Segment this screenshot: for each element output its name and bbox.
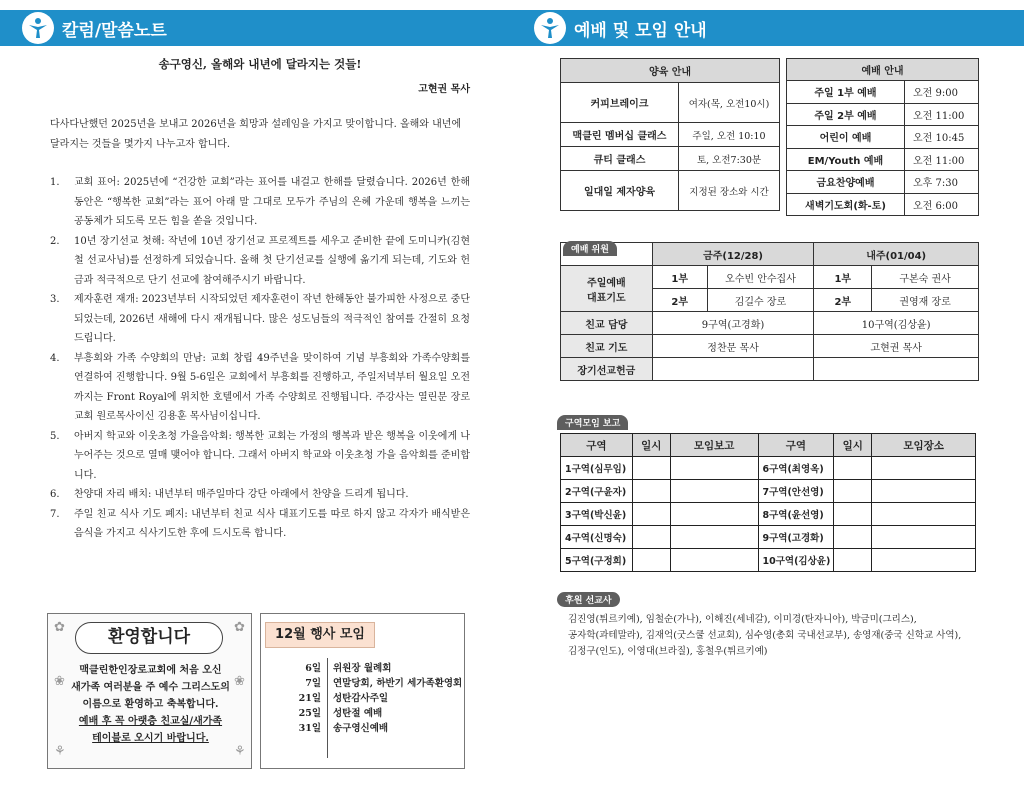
events-title: 12월 행사 모임 <box>265 622 375 648</box>
group-report-tag: 구역모임 보고 <box>557 415 628 430</box>
service-duty-table: 금주(12/28) 내주(01/04) 주일예배 대표기도 1부 오수빈 안수집사 1부 구본숙 권사 2부 김길수 장로 2부 권영재 장로 친교 담당 9구역(고경화) 10구역(김상윤) 친교 기도 정찬문 목사 고현권 목사 장기선교헌금 <box>560 242 979 381</box>
group-report-table: 구역 일시 모임보고 구역 일시 모임장소 1구역(심무임) 6구역(최영옥) 2구역(구윤자) 7구역(안선영) 3구역(박신윤) 8구역(윤선영) 4구역(신명숙) 9구역(고경화) 5구역(구정희) 10구역(김상윤) <box>560 433 976 572</box>
missionaries-list: 김진영(튀르키예), 임철순(가나), 이해진(세네갈), 이미경(탄자니아), 박금미(그리스), 공자학(과테말라), 김재억(굿스쿨 선교회), 심수영(총회 국내선교부), 송영재(중국 신학교 사역), 김정구(인도), 이영대(브라질), 홍철우(튀르키예) <box>568 614 962 657</box>
table-row: 4구역(신명숙) 9구역(고경화) <box>561 526 976 549</box>
left-header-bar <box>0 10 512 46</box>
flower-icon: ✿ <box>54 620 65 635</box>
table-header: 양육 안내 <box>561 59 780 83</box>
list-item: 4. 부흥회와 가족 수양회의 만남: 교회 창립 49주년을 맞이하여 기념 부흥회와 가족수양회를 연결하여 진행합니다. 9월 5-6일은 교회에서 부흥회를 진행하고, 주일저녁부터 월요일 오전까지는 Front Royal에 위치한 호텔에서 가족 수양회로 진행됩니다. 주강사는 열린문 장로교회 원로목사이신 김용훈 목사님이십니다. <box>50 352 471 422</box>
list-item: 2. 10년 장기선교 첫해: 작년에 10년 장기선교 프로젝트를 세우고 준비한 끝에 도미니카(김현철 선교사님)를 선정하게 되었습니다. 올해 첫 단기선교를 실행에 옮기게 되는데, 기도와 헌금과 적극적으로 단기 선교에 참여해주시기 바랍니다. <box>50 235 470 286</box>
december-events-box <box>260 613 465 769</box>
flower-icon: ✿ <box>234 620 245 635</box>
table-row: 1구역(심무임) 6구역(최영옥) <box>561 457 976 480</box>
article-title: 송구영신, 올해와 내년에 달라지는 것들! <box>158 57 362 71</box>
tulip-icon: ⚘ <box>54 744 66 759</box>
event-row: 25일 성탄절 예배 <box>298 708 383 719</box>
event-row: 6일 위원장 월례회 <box>305 663 392 674</box>
article-author: 고현권 목사 <box>418 84 470 95</box>
welcome-text: 맥클린한인장로교회에 처음 오신 새가족 여러분을 주 예수 그리스도의 이름으로 환영하고 축복합니다. 예배 후 꼭 아랫층 친교실/새가족 테이블로 오시기 바랍니다. <box>71 665 230 744</box>
church-logo-icon <box>534 12 566 44</box>
event-row: 31일 송구영신예배 <box>298 723 389 734</box>
flower-icon: ❀ <box>234 674 245 689</box>
table-row: 2구역(구윤자) 7구역(안선영) <box>561 480 976 503</box>
event-row: 7일 연말당회, 하반기 세가족환영회 <box>305 678 463 689</box>
list-item: 3. 제자훈련 재개: 2023년부터 시작되었던 제자훈련이 작년 한해동안 불가피한 사정으로 중단되었는데, 2026년 새해에 다시 재개됩니다. 많은 성도님들의 적극적인 참여를 간절히 요청드립니다. <box>50 294 470 344</box>
column-article <box>50 50 470 544</box>
list-item: 1. 교회 표어: 2025년에 “건강한 교회”라는 표어를 내걸고 한해를 달렸습니다. 2026년 한해동안은 “행복한 교회”라는 표어 아래 말 그대로 모두가 주님의 은혜 가운데 행복을 느끼는 공동체가 되도록 모든 힘을 쏟을 것입니다. <box>50 177 470 227</box>
missionaries-tag: 후원 선교사 <box>557 592 620 607</box>
list-item: 7. 주일 친교 식사 기도 폐지: 내년부터 친교 식사 대표기도를 따로 하지 않고 각자가 배식받은 음식을 가지고 식사기도한 후에 드시도록 합니다. <box>50 508 470 539</box>
right-header-bar <box>512 10 1024 46</box>
article-intro: 다사다난했던 2025년을 보내고 2026년을 희망과 설레임을 가지고 맞이합니다. 올해와 내년에 달라지는 것들을 몇가지 나누고자 합니다. <box>50 119 462 150</box>
list-item: 6. 찬양대 자리 배치: 내년부터 매주일마다 강단 아래에서 찬양을 드리게 됩니다. <box>50 489 409 500</box>
duty-tag: 예배 위원 <box>563 241 617 256</box>
church-logo-icon <box>22 12 54 44</box>
article-list <box>50 173 470 544</box>
tulip-icon: ⚘ <box>234 744 246 759</box>
left-header-title: 칼럼/말씀노트 <box>62 20 167 41</box>
worship-table: 예배 안내 주일 1부 예배 오전 9:00 주일 2부 예배 오전 11:00 어린이 예배 오전 10:45 EM/Youth 예배 오전 11:00 금요찬양예배 오후 7:30 새벽기도회(화-토) 오전 6:00 <box>786 58 979 216</box>
rep-prayer-label: 주일예배 대표기도 <box>561 266 653 312</box>
welcome-title: 환영합니다 <box>75 622 223 654</box>
welcome-box <box>47 613 252 769</box>
list-item: 5. 아버지 학교와 이웃초청 가을음악회: 행복한 교회는 가정의 행복과 받은 행복을 이웃에게 나누어주는 것으로 열매 맺어야 합니다. 그래서 아버지 학교와 이웃초청 가을 음악회를 준비합니다. <box>50 430 470 481</box>
table-row: 5구역(구정희) 10구역(김상윤) <box>561 549 976 572</box>
discipleship-table: 양육 안내 커피브레이크 여자(목, 오전10시) 맥클린 멤버십 클래스 주일, 오전 10:10 큐티 클래스 토, 오전7:30분 일대일 제자양육 지정된 장소와 시간 <box>560 58 780 211</box>
right-header-title: 예배 및 모임 안내 <box>574 20 707 41</box>
event-row: 21일 성탄감사주일 <box>298 693 389 704</box>
table-header: 예배 안내 <box>787 59 979 81</box>
flower-icon: ❀ <box>54 674 65 689</box>
table-row: 3구역(박신윤) 8구역(윤선영) <box>561 503 976 526</box>
